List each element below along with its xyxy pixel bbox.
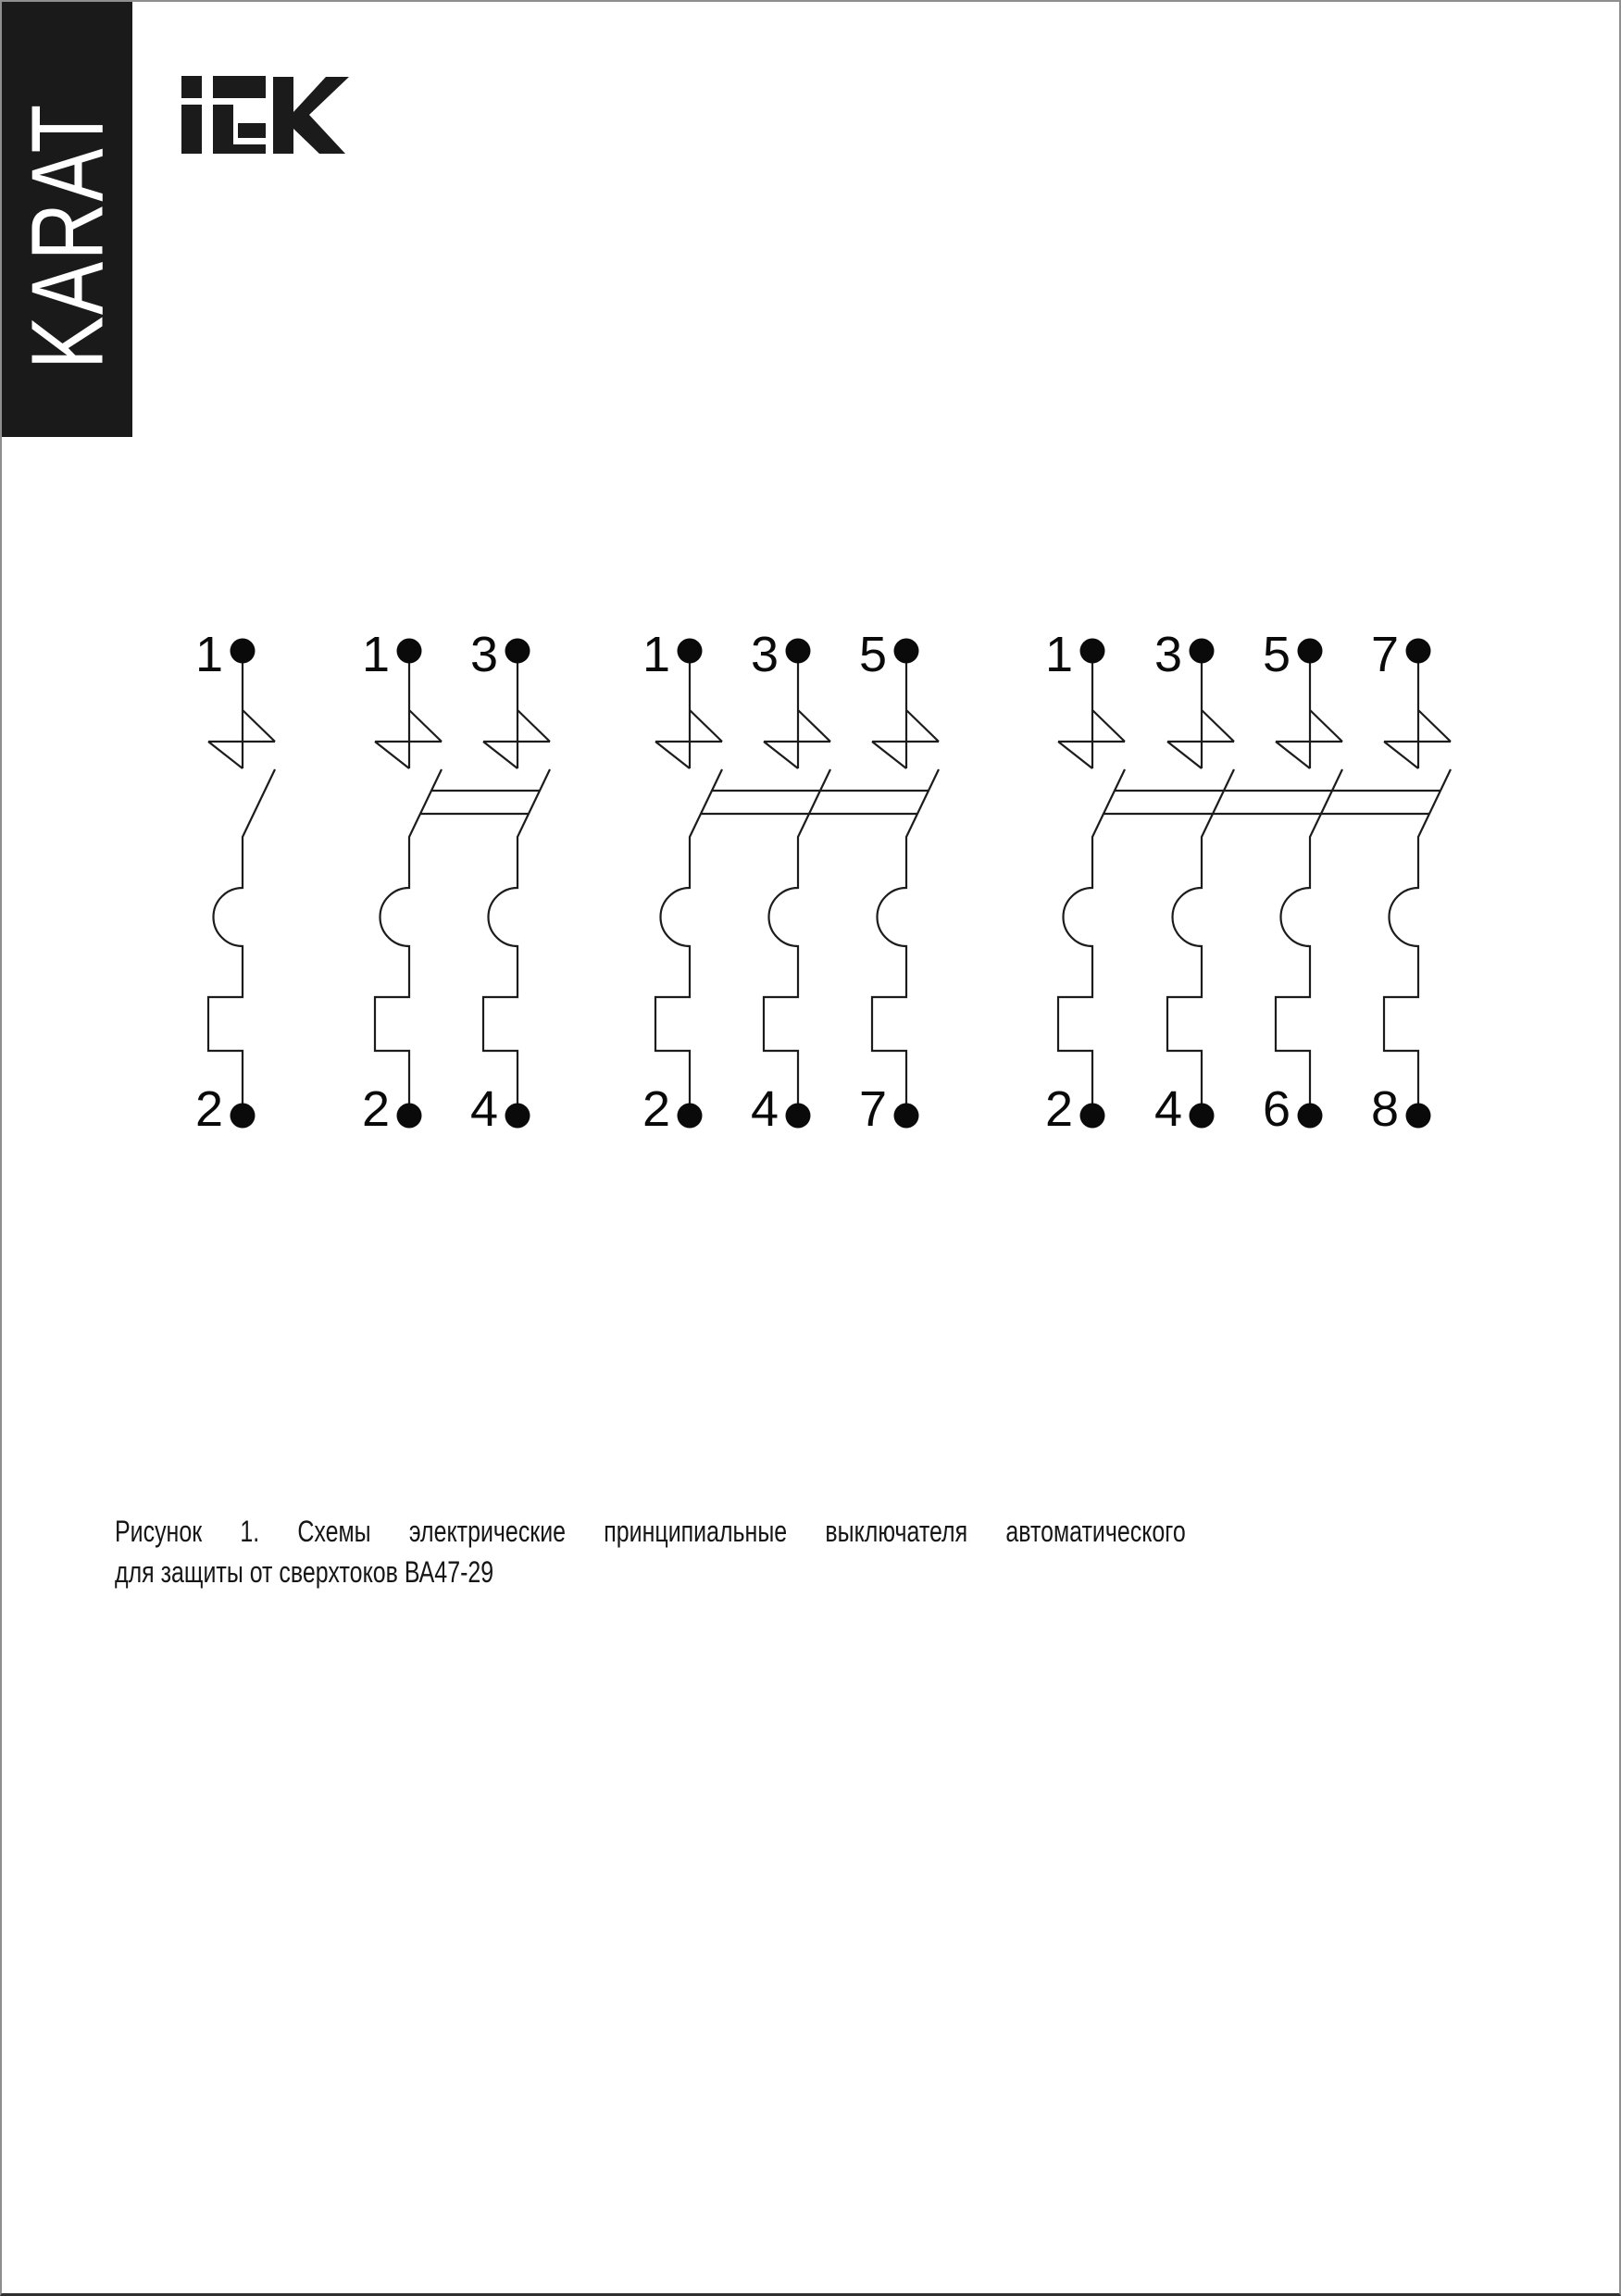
terminal-label-bottom: 4 bbox=[469, 1081, 498, 1137]
mechanical-linkage-lines bbox=[420, 791, 540, 814]
terminal-label-top: 5 bbox=[1262, 627, 1291, 682]
terminal-label-top: 1 bbox=[642, 627, 670, 682]
terminal-label-bottom: 7 bbox=[858, 1081, 887, 1137]
breaker-pole-path bbox=[1276, 651, 1342, 1116]
terminal-dot-bottom bbox=[1190, 1104, 1215, 1129]
terminal-dot-bottom bbox=[786, 1104, 811, 1129]
figure-caption bbox=[115, 1511, 1186, 1592]
terminal-dot-top bbox=[505, 639, 530, 664]
terminal-label-top: 5 bbox=[858, 627, 887, 682]
terminal-label-top: 3 bbox=[750, 627, 779, 682]
terminal-label-bottom: 2 bbox=[642, 1081, 670, 1137]
breaker-pole-path bbox=[655, 651, 722, 1116]
terminal-dot-top bbox=[678, 639, 703, 664]
terminal-label-bottom: 4 bbox=[750, 1081, 779, 1137]
breaker-pole-path bbox=[375, 651, 442, 1116]
terminal-dot-top bbox=[231, 639, 256, 664]
terminal-label-bottom: 6 bbox=[1262, 1081, 1291, 1137]
terminal-dot-bottom bbox=[231, 1104, 256, 1129]
breaker-2-pole bbox=[362, 627, 550, 1137]
breaker-4-pole bbox=[1045, 627, 1451, 1137]
caption-line-2: для защиты от сверхтоков ВА47-29 bbox=[115, 1555, 494, 1589]
terminal-label-top: 1 bbox=[361, 627, 390, 682]
caption-line-1: Рисунок 1. Схемы электрические принципиальные выключателя автоматического bbox=[115, 1515, 1186, 1548]
terminal-label-bottom: 2 bbox=[194, 1081, 223, 1137]
breaker-pole-path bbox=[208, 651, 275, 1116]
terminal-label-top: 1 bbox=[194, 627, 223, 682]
terminal-dot-bottom bbox=[397, 1104, 422, 1129]
terminal-dot-bottom bbox=[1406, 1104, 1431, 1129]
terminal-dot-top bbox=[1406, 639, 1431, 664]
terminal-label-bottom: 8 bbox=[1370, 1081, 1399, 1137]
terminal-label-bottom: 4 bbox=[1153, 1081, 1182, 1137]
breaker-1-pole bbox=[195, 627, 275, 1137]
breaker-pole-path bbox=[1384, 651, 1451, 1116]
terminal-label-bottom: 2 bbox=[1044, 1081, 1073, 1137]
terminal-label-top: 7 bbox=[1370, 627, 1399, 682]
terminal-dot-bottom bbox=[1080, 1104, 1105, 1129]
breaker-pole-path bbox=[1167, 651, 1234, 1116]
terminal-dot-top bbox=[1190, 639, 1215, 664]
terminal-label-top: 3 bbox=[1153, 627, 1182, 682]
breaker-pole-path bbox=[483, 651, 550, 1116]
terminal-dot-bottom bbox=[1298, 1104, 1323, 1129]
terminal-dot-bottom bbox=[678, 1104, 703, 1129]
terminal-dot-top bbox=[1298, 639, 1323, 664]
terminal-dot-top bbox=[397, 639, 422, 664]
breaker-pole-path bbox=[764, 651, 830, 1116]
terminal-dot-top bbox=[786, 639, 811, 664]
terminal-dot-bottom bbox=[894, 1104, 919, 1129]
terminal-dot-top bbox=[1080, 639, 1105, 664]
breaker-pole-path bbox=[872, 651, 939, 1116]
karat-brand-text: KARAT bbox=[10, 103, 124, 369]
breaker-3-pole bbox=[642, 627, 939, 1137]
breaker-pole-path bbox=[1058, 651, 1125, 1116]
terminal-label-top: 1 bbox=[1044, 627, 1073, 682]
terminal-label-top: 3 bbox=[469, 627, 498, 682]
mechanical-linkage-lines bbox=[1104, 791, 1440, 814]
terminal-label-bottom: 2 bbox=[361, 1081, 390, 1137]
circuit-breaker-diagrams bbox=[2, 2, 1621, 2296]
terminal-dot-bottom bbox=[505, 1104, 530, 1129]
terminal-dot-top bbox=[894, 639, 919, 664]
